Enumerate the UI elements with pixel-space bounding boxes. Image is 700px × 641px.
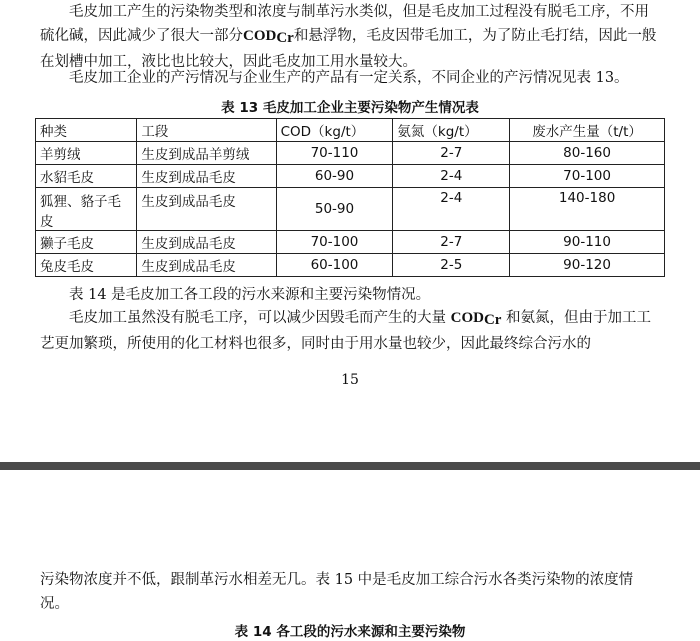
table-13 — [35, 118, 665, 277]
cell-wastewater: 140-180 — [510, 188, 665, 231]
paragraph-process: 毛皮加工虽然没有脱毛工序，可以减少因毁毛而产生的大量 CODCr 和氨氮，但由于加工工艺更加繁琐，所使用的化工材料也很多，同时由于用水量也较少，因此最终综合污水的 — [40, 310, 652, 352]
page-number: 15 — [341, 372, 359, 388]
table-row — [36, 165, 665, 188]
cell-cod: 60-100 — [276, 254, 393, 277]
header-stage: 工段 — [137, 119, 276, 142]
cell-wastewater: 80-160 — [510, 142, 665, 165]
cell-ammonia: 2-7 — [393, 142, 510, 165]
cell-category: 水貂毛皮 — [36, 165, 137, 188]
header-wastewater: 废水产生量（t/t） — [510, 119, 665, 142]
cell-category: 羊剪绒 — [36, 142, 137, 165]
cell-cod: 70-110 — [276, 142, 393, 165]
table-row — [36, 142, 665, 165]
cell-category: 狐狸、貉子毛皮 — [36, 188, 137, 231]
paragraph-intro: 毛皮加工产生的污染物类型和浓度与制革污水类似，但是毛皮加工过程没有脱毛工序，不用硫化碱，因此减少了很大一部分CODCr和悬浮物，毛皮因带毛加工，为了防止毛打结，因此一般在划槽中加工，液比也比较大，因此毛皮加工用水量较大。 — [40, 4, 657, 70]
table-row — [36, 231, 665, 254]
paragraph-table-reference: 毛皮加工企业的产污情况与企业生产的产品有一定关系，不同企业的产污情况见表 13。 — [69, 70, 629, 86]
table-header-row — [36, 119, 665, 142]
table-14-title: 表 14 各工段的污水来源和主要污染物 — [234, 624, 466, 640]
table-row — [36, 254, 665, 277]
cell-cod: 70-100 — [276, 231, 393, 254]
cell-ammonia: 2-4 — [393, 188, 510, 231]
cell-cod: 60-90 — [276, 165, 393, 188]
table-13-title: 表 13 毛皮加工企业主要污染物产生情况表 — [221, 100, 479, 116]
page-separator — [0, 462, 700, 470]
cell-ammonia: 2-5 — [393, 254, 510, 277]
cell-stage: 生皮到成品毛皮 — [137, 188, 276, 231]
cell-category: 兔皮毛皮 — [36, 254, 137, 277]
cell-cod: 50-90 — [276, 188, 393, 231]
table-row — [36, 188, 665, 231]
cell-category: 獭子毛皮 — [36, 231, 137, 254]
paragraph-table14-reference: 表 14 是毛皮加工各工段的污水来源和主要污染物情况。 — [69, 287, 431, 303]
cell-wastewater: 90-110 — [510, 231, 665, 254]
cell-stage: 生皮到成品毛皮 — [137, 165, 276, 188]
cell-stage: 生皮到成品毛皮 — [137, 231, 276, 254]
cell-wastewater: 70-100 — [510, 165, 665, 188]
cell-stage: 生皮到成品毛皮 — [137, 254, 276, 277]
cell-ammonia: 2-7 — [393, 231, 510, 254]
cell-stage: 生皮到成品羊剪绒 — [137, 142, 276, 165]
cell-wastewater: 90-120 — [510, 254, 665, 277]
header-category: 种类 — [36, 119, 137, 142]
header-ammonia: 氨氮（kg/t） — [393, 119, 510, 142]
paragraph-continuation: 污染物浓度并不低，跟制革污水相差无几。表 15 中是毛皮加工综合污水各类污染物的浓度情况。 — [40, 572, 634, 612]
header-cod: COD（kg/t） — [276, 119, 393, 142]
cell-ammonia: 2-4 — [393, 165, 510, 188]
